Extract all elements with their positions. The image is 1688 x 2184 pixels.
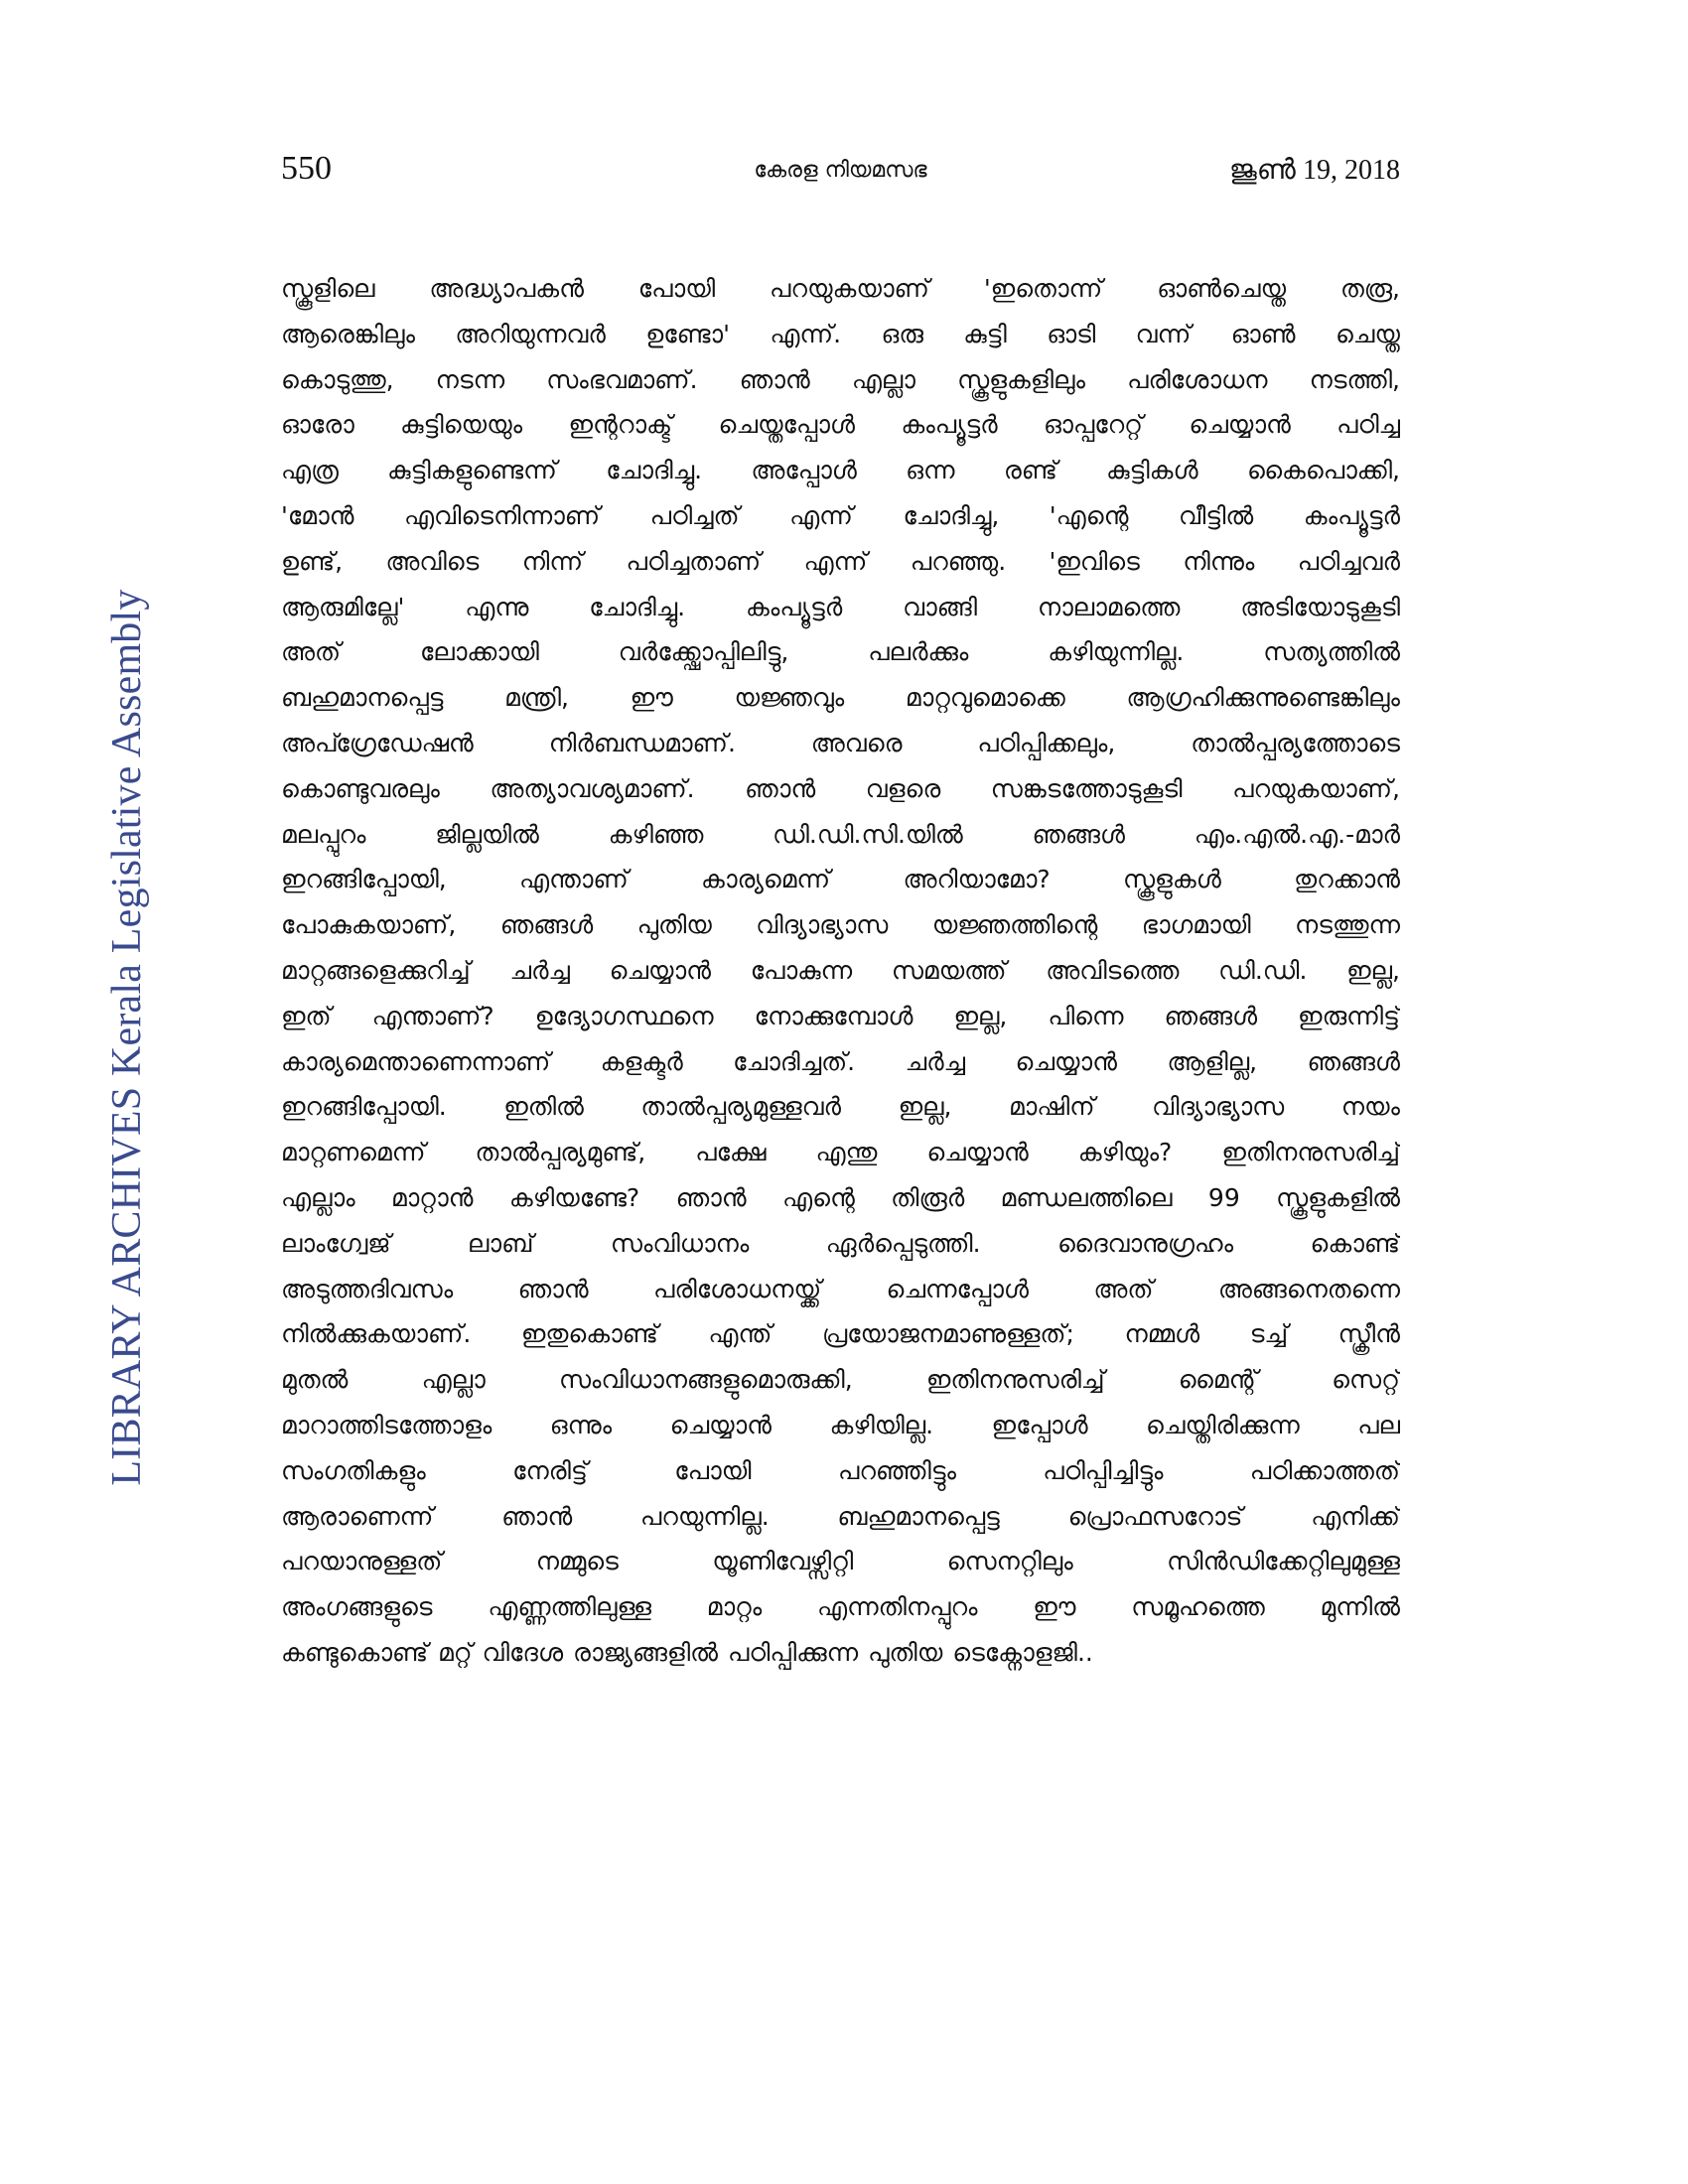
page-header — [281, 149, 1400, 199]
body-line: സ്കൂളിലെ അദ്ധ്യാപകൻ പോയി പറയുകയാണ് 'ഇതൊന്ന് ഓൺചെയ്ത തരൂ, — [281, 274, 1400, 303]
body-line: പറയാനുള്ളത് നമ്മുടെ യൂണിവേഴ്സിറ്റി സെനറ്റിലും സിൻഡിക്കേറ്റിലുമുള്ള — [281, 1547, 1400, 1576]
body-line: നിൽക്കുകയാണ്. ഇതുകൊണ്ട് എന്ത് പ്രയോജനമാണുള്ളത്; നമ്മൾ ടച്ച് സ്ക്രീൻ — [281, 1319, 1400, 1349]
body-line: അത് ലോക്കായി വർക്ക്ഷോപ്പിലിട്ടു, പലർക്കും കഴിയുന്നില്ല. സത്യത്തിൽ — [281, 637, 1400, 667]
body-line: ആരെങ്കിലും അറിയുന്നവർ ഉണ്ടോ' എന്ന്. ഒരു കുട്ടി ഓടി വന്ന് ഓൺ ചെയ്ത — [281, 319, 1400, 348]
body-line: ലാംഗ്വേജ് ലാബ് സംവിധാനം ഏർപ്പെടുത്തി. ദൈവാനുഗ്രഹം കൊണ്ട് — [281, 1228, 1400, 1258]
body-line: മലപ്പുറം ജില്ലയിൽ കഴിഞ്ഞ ഡി.ഡി.സി.യിൽ ഞങ്ങൾ എം.എൽ.എ.-മാർ — [281, 819, 1400, 849]
body-line: കണ്ടുകൊണ്ട് മറ്റ് വിദേശ രാജ്യങ്ങളിൽ പഠിപ്പിക്കുന്ന പുതിയ ടെക്നോളജി.. — [281, 1637, 1093, 1667]
body-line: ഓരോ കുട്ടിയെയും ഇന്ററാക്ട് ചെയ്തപ്പോൾ കംപ്യൂട്ടർ ഓപ്പറേറ്റ് ചെയ്യാൻ പഠിച്ച — [281, 410, 1400, 440]
body-line: ആരുമില്ലേ' എന്നു ചോദിച്ചു. കംപ്യൂട്ടർ വാങ്ങി നാലാമത്തെ അടിയോടുകൂടി — [281, 592, 1400, 621]
body-line: മുതൽ എല്ലാ സംവിധാനങ്ങളുമൊരുക്കി, ഇതിനനുസരിച്ച് മൈന്റ് സെറ്റ് — [281, 1365, 1400, 1395]
body-line: പോകുകയാണ്, ഞങ്ങൾ പുതിയ വിദ്യാഭ്യാസ യജ്ഞത്തിന്റെ ഭാഗമായി നടത്തുന്ന — [281, 910, 1400, 940]
body-text — [281, 266, 1400, 1676]
body-line: കൊടുത്തു, നടന്ന സംഭവമാണ്. ഞാൻ എല്ലാ സ്കൂളുകളിലും പരിശോധന നടത്തി, — [281, 364, 1400, 394]
body-line: എത്ര കുട്ടികളുണ്ടെന്ന് ചോദിച്ചു. അപ്പോൾ ഒന്ന രണ്ട് കുട്ടികൾ കൈപൊക്കി, — [281, 456, 1400, 485]
body-line: ബഹുമാനപ്പെട്ട മന്ത്രി, ഈ യജ്ഞവും മാറ്റവുമൊക്കെ ആഗ്രഹിക്കുന്നുണ്ടെങ്കിലും — [281, 683, 1400, 713]
body-line: അംഗങ്ങളുടെ എണ്ണത്തിലുള്ള മാറ്റം എന്നതിനപ്പുറം ഈ സമൂഹത്തെ മുന്നിൽ — [281, 1592, 1400, 1622]
body-line: അടുത്തദിവസം ഞാൻ പരിശോധനയ്ക്ക് ചെന്നപ്പോൾ അത് അങ്ങനെതന്നെ — [281, 1274, 1400, 1303]
body-line: ഇറങ്ങിപ്പോയി. ഇതിൽ താൽപ്പര്യമുള്ളവർ ഇല്ല, മാഷിന് വിദ്യാഭ്യാസ നയം — [281, 1092, 1400, 1122]
body-line: ആരാണെന്ന് ഞാൻ പറയുന്നില്ല. ബഹുമാനപ്പെട്ട പ്രൊഫസറോട് എനിക്ക് — [281, 1501, 1400, 1531]
body-line: മാറാത്തിടത്തോളം ഒന്നും ചെയ്യാൻ കഴിയില്ല. ഇപ്പോൾ ചെയ്തിരിക്കുന്ന പല — [281, 1410, 1400, 1439]
body-line: സംഗതികളും നേരിട്ട് പോയി പറഞ്ഞിട്ടും പഠിപ്പിച്ചിട്ടും പഠിക്കാത്തത് — [281, 1455, 1400, 1485]
body-line: കാര്യമെന്താണെന്നാണ് കളക്ടർ ചോദിച്ചത്. ചർച്ച ചെയ്യാൻ ആളില്ല, ഞങ്ങൾ — [281, 1046, 1400, 1076]
body-line: 'മോൻ എവിടെനിന്നാണ് പഠിച്ചത് എന്ന് ചോദിച്ചു, 'എന്റെ വീട്ടിൽ കംപ്യൂട്ടർ — [281, 500, 1400, 530]
header-date: ജൂൺ 19, 2018 — [1229, 155, 1400, 186]
header-title: കേരള നിയമസഭ — [754, 158, 927, 183]
body-line: ഉണ്ട്, അവിടെ നിന്ന് പഠിച്ചതാണ് എന്ന് പറഞ്ഞു. 'ഇവിടെ നിന്നും പഠിച്ചവർ — [281, 546, 1400, 576]
body-line: ഇത് എന്താണ്? ഉദ്യോഗസ്ഥനെ നോക്കുമ്പോൾ ഇല്ല, പിന്നെ ഞങ്ങൾ ഇരുന്നിട്ട് — [281, 1001, 1400, 1030]
body-line: മാറ്റണമെന്ന് താൽപ്പര്യമുണ്ട്, പക്ഷേ എന്തു ചെയ്യാൻ കഴിയും? ഇതിനനുസരിച്ച് — [281, 1138, 1400, 1167]
page-number: 550 — [281, 150, 332, 187]
body-line: കൊണ്ടുവരലും അത്യാവശ്യമാണ്. ഞാൻ വളരെ സങ്കടത്തോടുകൂടി പറയുകയാണ്, — [281, 773, 1400, 803]
body-line: ഇറങ്ങിപ്പോയി, എന്താണ് കാര്യമെന്ന് അറിയാമോ? സ്കൂളുകൾ തുറക്കാൻ — [281, 865, 1400, 894]
body-line: അപ്ഗ്രേഡേഷൻ നിർബന്ധമാണ്. അവരെ പഠിപ്പിക്കലും, താൽപ്പര്യത്തോടെ — [281, 728, 1400, 757]
side-watermark: LIBRARY ARCHIVES Kerala Legislative Assembly — [104, 589, 150, 1486]
body-line: എല്ലാം മാറ്റാൻ കഴിയണ്ടേ? ഞാൻ എന്റെ തിരൂർ മണ്ഡലത്തിലെ 99 സ്കൂളുകളിൽ — [281, 1182, 1400, 1212]
body-line: മാറ്റങ്ങളെക്കുറിച്ച് ചർച്ച ചെയ്യാൻ പോകുന്ന സമയത്ത് അവിടത്തെ ഡി.ഡി. ഇല്ല, — [281, 955, 1400, 985]
